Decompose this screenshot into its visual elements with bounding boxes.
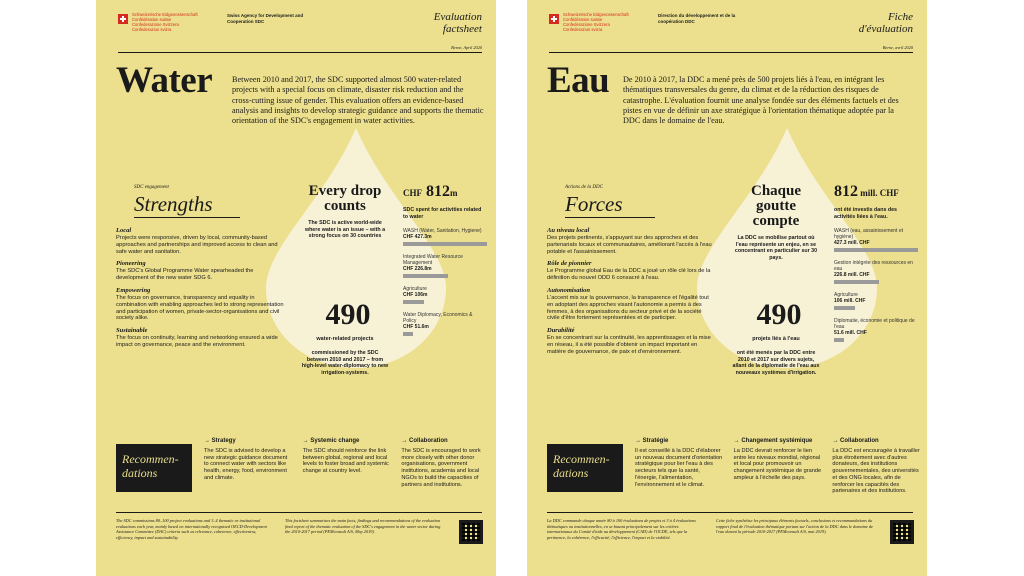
- spending-category: Agriculture CHF 106m: [403, 286, 487, 304]
- factsheet-page-en: [96, 0, 496, 576]
- confederation-names: Schweizerische Eidgenossenschaft Confédération suisse Confederazione Svizzera Confederaziun svizra: [132, 12, 198, 32]
- recommendations-list: [204, 438, 490, 488]
- strengths-divider: [134, 217, 240, 218]
- strength-item: Local Projects were responsive, driven by local, community-based approaches and partnerships and improved access to clean and safe water and sanitation.: [116, 227, 278, 255]
- spending-category: Integrated Water Resource Management CHF 226.8m: [403, 254, 487, 278]
- drop-note: The SDC is active world-wide where water is an issue – with a strong focus on 30 countries: [304, 220, 386, 239]
- footer-note-left: The SDC commissions 80–100 project evaluations and 3–4 thematic or institutional evaluations each year, mainly based on internationally recognised OECD-Development Assistance Committee (DAC) criteria such as relevance, coherence, effectiveness, efficiency, impact and sustainability.: [116, 518, 267, 540]
- intro-text: De 2010 à 2017, la DDC a mené près de 500 projets liés à l'eau, en intégrant les thématiques transversales du genre, du climat et de la réduction des risques de catastrophe. L'évaluation fournit une analyse fondée sur des éléments factuels et des pistes en vue de définir un axe stratégique à l'orientation thématique adoptée par la DDC dans le domaine de l'eau.: [623, 75, 899, 126]
- recommendations-heading: Recommen-dations: [116, 444, 192, 492]
- page-title: Eau: [547, 60, 610, 101]
- footer-note-right: This factsheet summarises the main facts, findings and recommendations of the evaluation final report of the thematic evaluation of the SDC's engagement in the water sector during the 2010-2017 period (PEMconsult A/S, May 2019).: [285, 518, 441, 534]
- recommendations-heading: Recommen-dations: [547, 444, 623, 492]
- spending-block: [403, 184, 487, 336]
- strength-item: Sustainable The focus on continuity, learning and networking ensured a wide impact on governance, peace and the environment.: [116, 327, 278, 348]
- doc-date: Berne, avril 2020: [882, 45, 913, 50]
- footer-note-right: Cette fiche synthétise les principaux éléments factuels, conclusions et recommandations du rapport final de l'évaluation thématique portant sur l'action de la DDC dans le domaine de l'eau durant la période 2010-2017 (PEMconsult A/S, mai 2019).: [716, 518, 873, 534]
- spending-bar: [834, 306, 855, 310]
- recommendation-item: → Changement systémique La DDC devrait renforcer le lien entre les niveaux mondial, régional et local pour promouvoir un changement systémique de grande ampleur à l'échelle des pays.: [733, 438, 822, 481]
- recommendation-item: → Systemic change The SDC should reinforce the link between global, regional and local levels to foster broad and systemic change at country level.: [302, 438, 389, 475]
- qr-code-icon[interactable]: [459, 520, 483, 544]
- strength-item: Durabilité En se concentrant sur la continuité, les apprentissages et la mise en réseau, il a été possible d'obtenir un impact important en matière de gouvernance, de paix et d'environnement.: [547, 327, 711, 355]
- drop-title: Every drop counts: [308, 183, 382, 214]
- spending-block: [834, 184, 918, 342]
- spending-bar: [834, 248, 918, 252]
- factsheet-page-fr: [527, 0, 927, 576]
- strengths-title: Forces: [565, 192, 623, 216]
- header-divider: [118, 52, 482, 53]
- spending-category: Gestion intégrée des ressources en eau 226.8 mill. CHF: [834, 260, 918, 284]
- agency-name: Direction du développement et de la coopération DDC: [658, 13, 736, 24]
- spending-category: Agriculture 106 mill. CHF: [834, 292, 918, 310]
- spent-label: SDC spent for activities related to water: [403, 207, 482, 220]
- strengths-divider: [565, 217, 655, 218]
- header-divider: [549, 52, 913, 53]
- drop-counts-block: [301, 184, 389, 240]
- strength-item: Empowering The focus on governance, transparency and equality in combination with enabling approaches led to strong representation and participation of women, private-sector-organisations and civil society alike.: [116, 286, 284, 322]
- drop-title: Chaque goutte compte: [750, 183, 802, 229]
- spending-bar: [403, 242, 487, 246]
- strength-item: Rôle de pionnier Le Programme global Eau de la DDC a joué un rôle clé lors de la définition du nouvel ODD 6 consacré à l'eau.: [547, 260, 711, 282]
- spending-category: WASH (eau, assainissement et hygiène) 427.3 mill. CHF: [834, 228, 918, 252]
- doc-type-title: Evaluation factsheet: [433, 11, 482, 35]
- strengths-list: [547, 227, 715, 361]
- recommendations-list: [635, 438, 921, 495]
- spent-amount: 812 mill. CHF: [834, 183, 899, 200]
- strengths-kicker: SDC engagement: [134, 185, 169, 190]
- spending-category: Diplomatie, économie et politique de l'eau 51.6 mill. CHF: [834, 318, 918, 342]
- spending-bar: [834, 280, 879, 284]
- footer-divider: [547, 512, 913, 513]
- recommendation-item: → Collaboration La DDC est encouragée à travailler plus étroitement avec d'autres donateurs, des institutions gouvernementales, des universités et des ONG locales, afin de renforcer les capacités des partenaires et des institutions.: [832, 438, 920, 495]
- drop-counts-block: [732, 184, 820, 261]
- doc-date: Berne, April 2020: [451, 45, 482, 50]
- recommendation-item: → Stratégie Il est conseillé à la DDC d'élaborer un nouveau document d'orientation stratégique pour lier l'eau à des secteurs tels que la santé, l'énergie, l'alimentation, l'environnement et le climat.: [635, 438, 723, 488]
- projects-number: 490: [325, 298, 371, 331]
- spending-category: Water Diplomacy, Economics & Policy CHF 51.6m: [403, 312, 487, 336]
- footer-divider: [116, 512, 482, 513]
- recommendation-item: → Collaboration The SDC is encouraged to work more closely with other donor organisations, government institutions, academia and local NGOs to build the capacities of partners and institutions.: [401, 438, 481, 488]
- confederation-names: Schweizerische Eidgenossenschaft Confédération suisse Confederazione Svizzera Confederaziun svizra: [563, 12, 629, 32]
- projects-description: ont été menés par la DDC entre 2010 et 2017 sur divers sujets, allant de la diplomatie de l'eau aux nouveaux systèmes d'irrigation.: [732, 350, 820, 376]
- projects-label: water-related projects: [316, 336, 374, 342]
- spending-bar: [403, 300, 424, 304]
- qr-code-icon[interactable]: [890, 520, 914, 544]
- strengths-title: Strengths: [134, 192, 213, 216]
- swiss-cross-icon: [118, 14, 128, 24]
- strengths-kicker: Actions de la DDC: [565, 185, 603, 190]
- doc-type-title: Fiche d'évaluation: [858, 11, 913, 35]
- projects-description: commissioned by the SDC between 2010 and 2017 – from high-level water-diplomacy to new irrigation-systems.: [301, 350, 389, 376]
- page-title: Water: [116, 60, 213, 101]
- swiss-cross-icon: [549, 14, 559, 24]
- recommendation-item: → Strategy The SDC is advised to develop a new strategic guidance document to connect water with sectors like health, energy, food, environment and climate.: [204, 438, 288, 481]
- projects-label: projets liés à l'eau: [752, 336, 800, 342]
- strength-item: Pioneering The SDC's Global Programme Water spearheaded the development of the new water SDG 6.: [116, 260, 254, 282]
- drop-note: La DDC se mobilise partout où l'eau représente un enjeu, en se concentrant en particulier sur 30 pays.: [734, 235, 818, 261]
- intro-text: Between 2010 and 2017, the SDC supported almost 500 water-related projects with a special focus on climate, disaster risk reduction and the cross-cutting issue of gender. This evaluation offers an evidence-based analysis and insights to develop strategic guidance and supports the thematic orientation of the SDC's engagement in water activities.: [232, 75, 484, 126]
- strength-item: Autonomisation L'accent mis sur la gouvernance, la transparence et l'égalité tout en adoptant des approches visant l'autonomie a permis à des femmes, à des organisations du secteur privé et de la société civile d'être fortement représentées et de participer.: [547, 286, 709, 322]
- spending-bar: [403, 274, 448, 278]
- spending-bar: [403, 332, 413, 336]
- footer-note-left: La DDC commande chaque année 80 à 100 évaluations de projets et 3 à 4 évaluations thématiques ou institutionnelles, en se basant principalement sur les critères internationaux du Comité d'aide au développement (CAD) de l'OCDE, tels que la pertinence, la cohérence, l'efficacité, l'efficience, l'impact et la viabilité.: [547, 518, 696, 540]
- spent-amount: CHF 812m: [403, 183, 458, 200]
- spending-bar: [834, 338, 844, 342]
- agency-name: Swiss Agency for Development and Cooperation SDC: [227, 13, 304, 24]
- strengths-list: [116, 227, 284, 354]
- strength-item: Au niveau local Des projets pertinents, s'appuyant sur des approches et des partenariats locaux et communautaires, améliorant l'accès à l'eau potable et l'assainissement.: [547, 227, 712, 255]
- projects-number: 490: [756, 298, 802, 331]
- spending-category: WASH (Water, Sanitation, Hygiene) CHF 427.3m: [403, 228, 487, 246]
- spent-label: ont été investis dans des activités liées à l'eau.: [834, 207, 897, 220]
